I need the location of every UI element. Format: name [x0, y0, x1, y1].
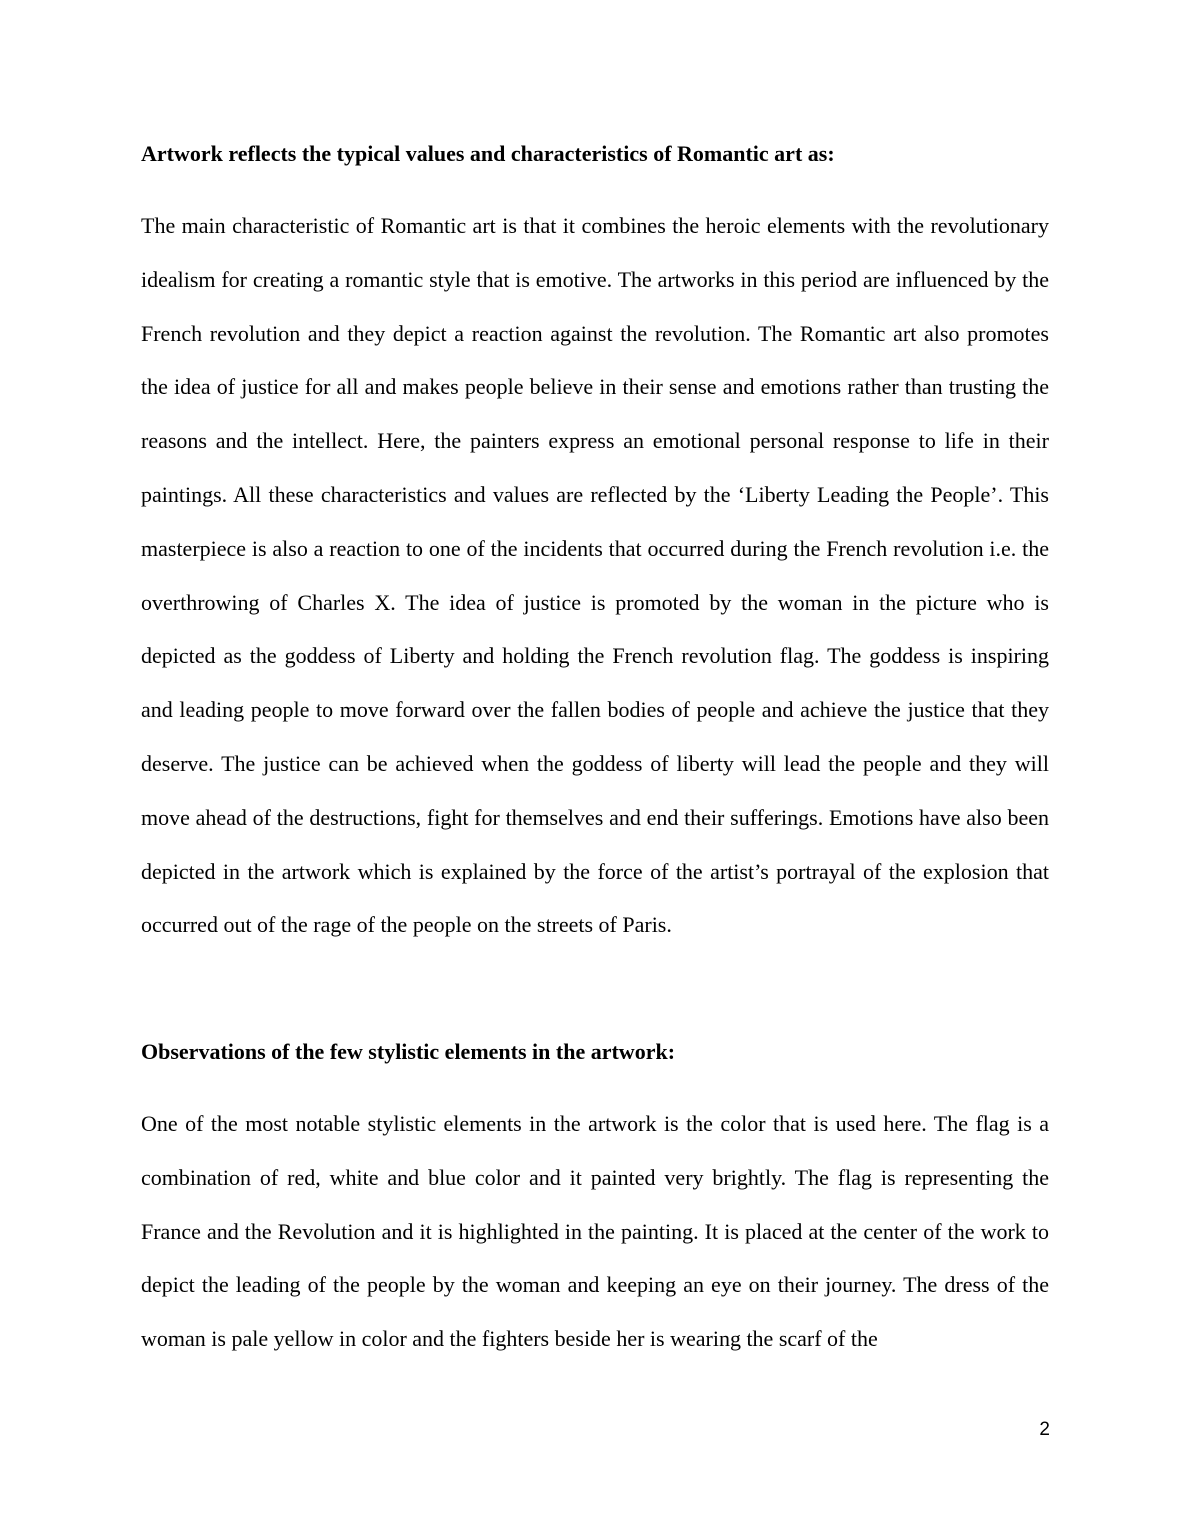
page-number: 2	[1039, 1419, 1050, 1440]
section-heading-romantic-values: Artwork reflects the typical values and characteristics of Romantic art as:	[141, 141, 835, 166]
paragraph-stylistic-elements: One of the most notable stylistic elements in the artwork is the color that is used here. The flag is a combination of red, white and blue color and it painted very brightly. The flag is representing the France and the Revolution and it is highlighted in the painting. It is placed at the center of the work to depict the leading of the people by the woman and keeping an eye on their journey. The dress of the woman is pale yellow in color and the fighters beside her is wearing the scarf of the	[141, 1111, 1049, 1352]
section-heading-stylistic-elements: Observations of the few stylistic elements in the artwork:	[141, 1039, 676, 1064]
paragraph-romantic-characteristics: The main characteristic of Romantic art is that it combines the heroic elements with the revolutionary idealism for creating a romantic style that is emotive. The artworks in this period are influenced by the French revolution and they depict a reaction against the revolution. The Romantic art also promotes the idea of justice for all and makes people believe in their sense and emotions rather than trusting the reasons and the intellect. Here, the painters express an emotional personal response to life in their paintings. All these characteristics and values are reflected by the ‘Liberty Leading the People’. This masterpiece is also a reaction to one of the incidents that occurred during the French revolution i.e. the overthrowing of Charles X. The idea of justice is promoted by the woman in the picture who is depicted as the goddess of Liberty and holding the French revolution flag. The goddess is inspiring and leading people to move forward over the fallen bodies of people and achieve the justice that they deserve. The justice can be achieved when the goddess of liberty will lead the people and they will move ahead of the destructions, fight for themselves and end their sufferings. Emotions have also been depicted in the artwork which is explained by the force of the artist’s portrayal of the explosion that occurred out of the rage of the people on the streets of Paris.	[141, 213, 1049, 938]
